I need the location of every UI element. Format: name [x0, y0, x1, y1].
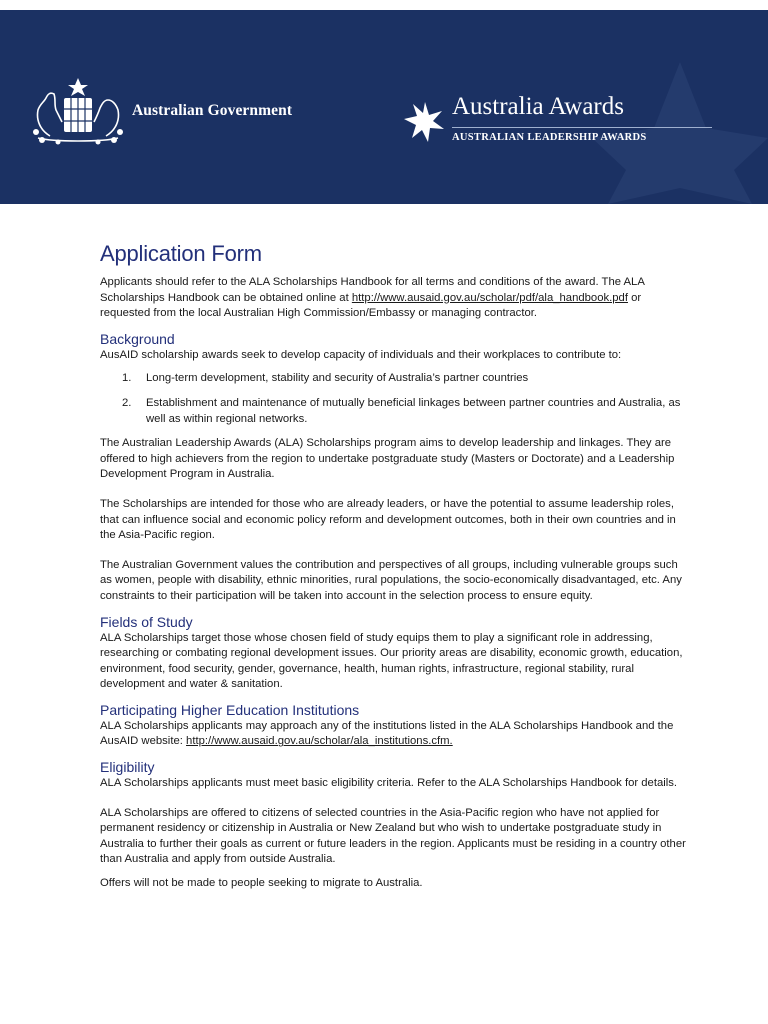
background-paragraph-1: The Australian Leadership Awards (ALA) Scholarships program aims to develop leadership and linkages. They are offered to high achievers from the region to undertake postgraduate study (Masters or Doctorate) and a Leadership Development Program in Australia. [100, 437, 675, 481]
awards-star-icon [404, 102, 446, 142]
eligibility-paragraph-1: ALA Scholarships applicants must meet basic eligibility criteria. Refer to the ALA Scholarships Handbook for details. [100, 777, 678, 790]
awards-divider [452, 127, 712, 128]
eligibility-paragraph-2: ALA Scholarships are offered to citizens of selected countries in the Asia-Pacific region who have not applied for permanent residency or citizenship in Australia or New Zealand but who wish to undertake postgraduate study in Australia to further their goals as current or future leaders in the region. Applicants must be residing in a country other than Australia and apply from outside Australia. [100, 806, 686, 866]
background-lead: AusAID scholarship awards seek to develop capacity of individuals and their workplaces to contribute to: [100, 348, 622, 361]
objectives-list [100, 371, 692, 427]
document-body [100, 240, 692, 892]
institutions-link[interactable]: http://www.ausaid.gov.au/scholar/ala_institutions.cfm. [186, 735, 453, 748]
list-item [122, 396, 692, 427]
list-item-number: 2. [122, 396, 132, 409]
coat-of-arms-icon [28, 74, 128, 148]
top-margin [0, 0, 768, 10]
background-heading: Background [100, 330, 175, 347]
list-item-text: Long-term development, stability and security of Australia’s partner countries [146, 372, 529, 385]
awards-subtitle: AUSTRALIAN LEADERSHIP AWARDS [452, 132, 647, 143]
eligibility-heading: Eligibility [100, 759, 155, 776]
awards-title: Australia Awards [452, 93, 624, 120]
handbook-link[interactable]: http://www.ausaid.gov.au/scholar/pdf/ala_handbook.pdf [351, 291, 628, 304]
fields-of-study-text: ALA Scholarships target those whose chosen field of study equips them to play a significant role in addressing, researching or combating regional development issues. Our priority areas are disability, economic growth, education, environment, food security, gender, governance, health, human rights, infrastructure, regional stability, rural development and water & sanitation. [100, 631, 683, 691]
eligibility-paragraph-3: Offers will not be made to people seeking to migrate to Australia. [100, 877, 423, 890]
institutions-text: ALA Scholarships applicants may approach any of the institutions listed in the ALA Scholarships Handbook and the AusAID website: [100, 719, 674, 748]
institutions-heading: Participating Higher Education Institutions [100, 701, 360, 718]
intro-paragraph [100, 275, 692, 322]
header-banner [0, 10, 768, 204]
australian-government-logo [28, 74, 292, 148]
fields-of-study-heading: Fields of Study [100, 613, 193, 630]
background-paragraph-2: The Scholarships are intended for those who are already leaders, or have the potential to assume leadership roles, that can influence social and economic policy reform and development outcomes, both in their own countries and in the Asia-Pacific region. [100, 497, 676, 542]
institutions-paragraph [100, 719, 692, 750]
list-item [122, 371, 692, 387]
background-paragraph-3: The Australian Government values the contribution and perspectives of all groups, including vulnerable groups such as women, people with disability, ethnic minorities, rural populations, the socio-economically disadvantaged, etc. Any constraints to their participation will be taken into account in the selection process to ensure equity. [100, 558, 682, 602]
page-title: Application Form [100, 241, 262, 266]
list-item-number: 1. [122, 372, 132, 385]
list-item-text: Establishment and maintenance of mutually beneficial linkages between partner countries and Australia, as well as within regional networks. [146, 396, 681, 425]
intro-text-1: Applicants should refer to the ALA Scholarships Handbook for all terms and conditions of the award. The ALA Scholarships Handbook can be obtained online at [100, 276, 645, 304]
government-name: Australian Government [132, 102, 293, 119]
intro-text-2: or requested from the local Australian High Commission/Embassy or managing contractor. [100, 291, 642, 320]
